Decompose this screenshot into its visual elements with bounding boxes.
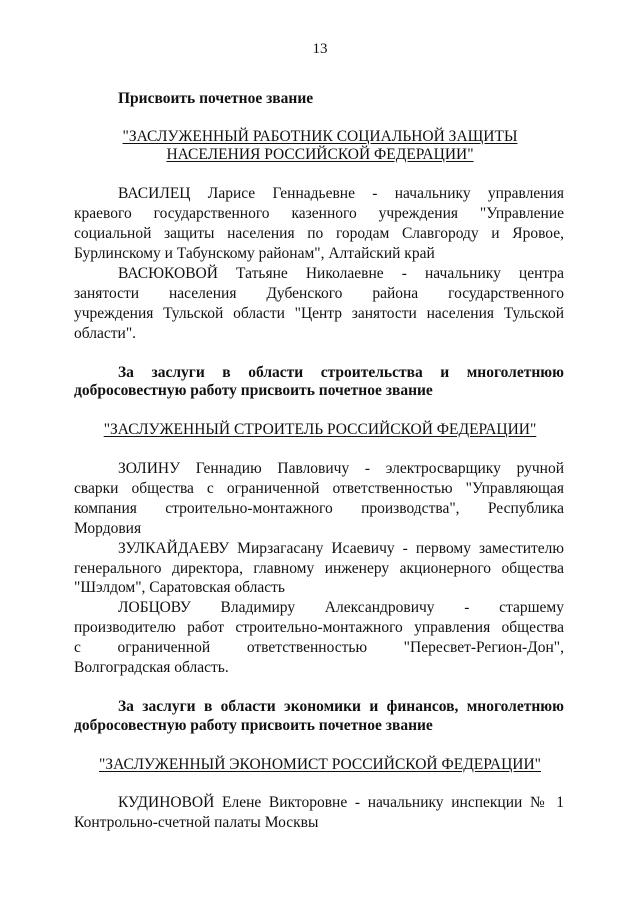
body-line: ЗУЛКАЙДАЕВУ Мирзагасану Исаевичу - первому заместителю [118, 540, 564, 557]
body-line: краевого государственного казенного учреждения "Управление [74, 205, 564, 222]
title-line: "ЗАСЛУЖЕННЫЙ РАБОТНИК СОЦИАЛЬНОЙ ЗАЩИТЫ [122, 128, 518, 145]
intro-line: Присвоить почетное звание [118, 90, 314, 107]
body-line: генерального директора, главному инженеру акционерного общества [74, 560, 564, 577]
title-line: "ЗАСЛУЖЕННЫЙ ЭКОНОМИСТ РОССИЙСКОЙ ФЕДЕРАЦИИ" [98, 756, 541, 773]
body-line: ВАСИЛЕЦ Ларисе Геннадьевне - начальнику управления [118, 185, 564, 202]
intro-line: За заслуги в области строительства и многолетнюю [118, 364, 564, 381]
body-line: Мордовия [74, 520, 142, 537]
body-line: учреждения Тульской области "Центр занятости населения Тульской [74, 305, 564, 322]
body-line: Бурлинскому и Табунскому районам", Алтайский край [74, 245, 435, 262]
body-line: сварки общества с ограниченной ответственностью "Управляющая [74, 480, 564, 497]
body-line: производителю работ строительно-монтажного управления общества [74, 619, 564, 636]
page-number: 13 [312, 41, 328, 57]
intro-line: добросовестную работу присвоить почетное звание [74, 382, 433, 399]
body-line: Контрольно-счетной палаты Москвы [74, 814, 319, 831]
body-line: ЛОБЦОВУ Владимиру Александровичу - старшему [118, 599, 564, 616]
body-line: с ограниченной ответственностью "Пересвет-Регион-Дон", [74, 639, 564, 656]
body-line: КУДИНОВОЙ Елене Викторовне - начальнику инспекции № 1 [118, 794, 564, 811]
intro-line: добросовестную работу присвоить почетное звание [74, 717, 433, 734]
body-line: ВАСЮКОВОЙ Татьяне Николаевне - начальнику центра [118, 265, 564, 282]
body-line: области". [74, 325, 137, 342]
body-line: Волгоградская область. [74, 659, 229, 676]
title-line: "ЗАСЛУЖЕННЫЙ СТРОИТЕЛЬ РОССИЙСКОЙ ФЕДЕРАЦИИ" [103, 421, 537, 438]
body-line: занятости населения Дубенского района государственного [74, 285, 564, 302]
body-line: "Шэлдом", Саратовская область [74, 579, 285, 596]
title-line: НАСЕЛЕНИЯ РОССИЙСКОЙ ФЕДЕРАЦИИ" [166, 146, 474, 163]
body-line: социальной защиты населения по городам Славгороду и Яровое, [74, 225, 564, 242]
body-line: ЗОЛИНУ Геннадию Павловичу - электросварщику ручной [118, 460, 564, 477]
body-line: компания строительно-монтажного производства", Республика [74, 500, 564, 517]
intro-line: За заслуги в области экономики и финансов, многолетнюю [118, 698, 564, 715]
